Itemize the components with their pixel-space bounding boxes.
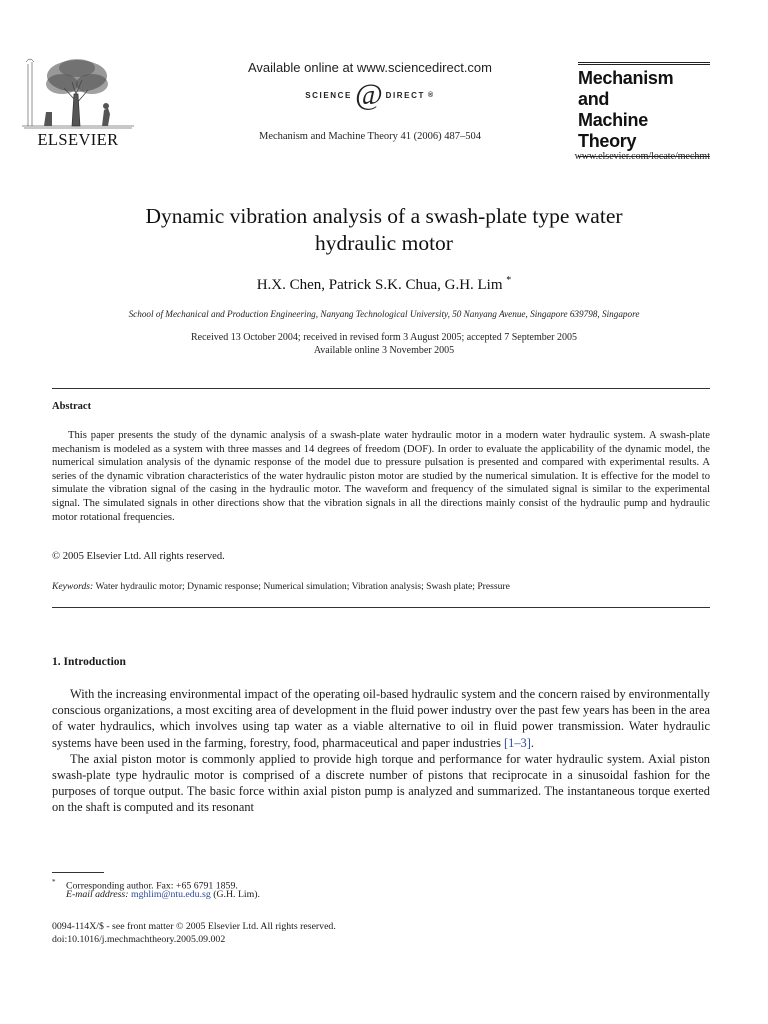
keywords-label: Keywords:: [52, 581, 94, 592]
divider-bottom: [52, 607, 710, 608]
copyright-notice: © 2005 Elsevier Ltd. All rights reserved.: [52, 551, 225, 562]
section-heading-introduction: 1. Introduction: [52, 656, 126, 668]
journal-url-link[interactable]: www.elsevier.com/locate/mechmt: [574, 151, 710, 162]
title-line-1: Dynamic vibration analysis of a swash-plate type water: [145, 204, 623, 228]
masthead-rule-top: [578, 62, 710, 65]
registered-mark: ®: [428, 91, 435, 99]
keywords: [52, 581, 510, 592]
received-dates: Received 13 October 2004; received in revised form 3 August 2005; accepted 7 September 2005: [191, 332, 577, 343]
journal-masthead: [578, 62, 710, 157]
email-owner: (G.H. Lim).: [213, 889, 260, 900]
at-icon: @: [355, 78, 383, 111]
divider-top: [52, 388, 710, 389]
article-dates: [60, 331, 708, 357]
journal-name: [578, 68, 710, 152]
corresponding-author-mark[interactable]: *: [506, 275, 512, 286]
intro-paragraph-1: [52, 686, 710, 751]
issn-doi: [52, 920, 336, 946]
doi-line[interactable]: doi:10.1016/j.mechmachtheory.2005.09.002: [52, 934, 226, 945]
journal-name-line-3: Machine Theory: [578, 110, 648, 151]
keywords-list: Water hydraulic motor; Dynamic response; Numerical simulation; Vibration analysis; Swash plate; Pressure: [95, 581, 510, 592]
available-date: Available online 3 November 2005: [313, 345, 455, 356]
corresponding-text: Corresponding author. Fax: +65 6791 1859.: [66, 880, 238, 892]
email-link[interactable]: mghlim@ntu.edu.sg: [130, 889, 211, 900]
introduction-body: [52, 686, 710, 816]
journal-name-line-2: and: [578, 89, 610, 109]
footnote-email: [52, 889, 260, 900]
elsevier-logo: [22, 54, 134, 148]
sciencedirect-logo: [270, 78, 470, 112]
footnote-star: *: [52, 878, 56, 886]
email-label: E-mail address:: [66, 889, 129, 900]
sd-left-text: SCIENCE: [305, 90, 352, 100]
available-online-text: Available online at www.sciencedirect.com: [248, 60, 492, 75]
affiliation: School of Mechanical and Production Engineering, Nanyang Technological University, 50 Nanyang Avenue, Singapore 639798, Singapore: [128, 309, 640, 319]
intro-p1-end: .: [530, 735, 534, 750]
authors-text: H.X. Chen, Patrick S.K. Chua, G.H. Lim: [256, 277, 503, 293]
abstract-heading: Abstract: [52, 401, 92, 412]
intro-p1-text: With the increasing environmental impact of the operating oil-based hydraulic system and the concern raised by environmentally conscious organizations, a most exciting area of development in the fluid power industry over the past few years has been in the area of water hydraulics, which involves using tap water as a viable alternative to oil in fluid power transmission. Water hydraulic systems have been used in the farming, forestry, food, pharmaceutical and paper industries: [52, 687, 710, 750]
author-list: [60, 275, 708, 294]
journal-citation: Mechanism and Machine Theory 41 (2006) 487–504: [258, 131, 481, 142]
footnote-divider: [52, 872, 104, 873]
intro-paragraph-2: The axial piston motor is commonly applied to provide high torque and performance for water hydraulic system. Axial piston swash-plate type hydraulic motor is comprised of a discrete number of pistons that reciprocate in a sinusoidal fashion for the purposes of torque output. The basic force within axial piston pump is analyzed and summarized. The instantaneous torque exerted on the shaft is computed and its resonant: [52, 751, 710, 815]
journal-name-line-1: Mechanism: [578, 68, 674, 88]
abstract-text: This paper presents the study of the dynamic analysis of a swash-plate water hydraulic motor in a modern water hydraulic system. A swash-plate mechanism is modeled as a system with three masses and 14 degrees of freedom (DOF). In order to evaluate the applicability of the dynamic model, the numerical simulation analysis of the dynamic response of the model due to pressure pulsation is presented and compared with experimental results. A series of the dynamic vibration characteristics of the water hydraulic piston motor are studied by the numerical simulation. It is effective for the model to simulate the vibration signal of the casing in the hydraulic motor. The waveform and frequency of the simulated signal is similar to the experimental signal. The simulated signals in other directions show that the vibration signals in all the directions mainly consist of the hydraulic pump and hydraulic motor rotational frequencies.: [52, 430, 710, 523]
title-line-2: hydraulic motor: [315, 231, 453, 255]
reference-link[interactable]: [1–3]: [504, 735, 531, 750]
issn-line: 0094-114X/$ - see front matter © 2005 Elsevier Ltd. All rights reserved.: [52, 921, 336, 932]
article-title: [60, 203, 708, 257]
sd-right-text: DIRECT: [385, 90, 425, 100]
abstract-body: [52, 429, 710, 524]
publisher-name: ELSEVIER: [37, 130, 119, 149]
